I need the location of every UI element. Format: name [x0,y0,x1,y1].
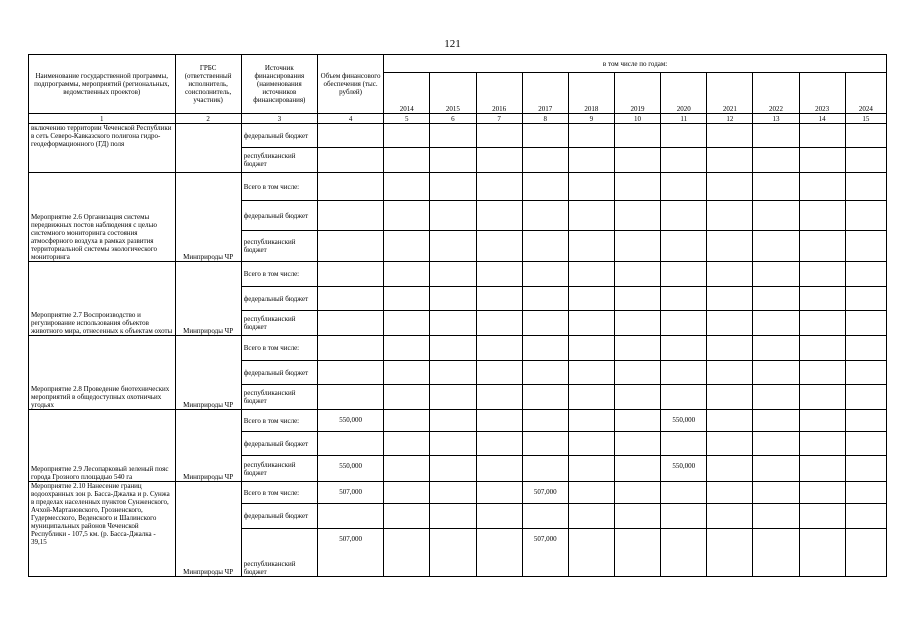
empty-cell [707,410,753,432]
header-name: Наименование государственной программы, подпрограммы, мероприятий (региональных, ведомственных проектов) [29,55,176,114]
empty-cell [845,231,886,262]
empty-cell [614,148,660,173]
column-number: 10 [614,114,660,124]
empty-cell [707,148,753,173]
empty-cell [661,287,707,311]
column-number-row [29,114,887,124]
empty-cell [614,432,660,456]
empty-cell [614,529,660,577]
empty-cell [799,231,845,262]
measure-name: Мероприятие 2.7 Воспроизводство и регулирование использования объектов животного мира, отнесенных к объектам охоты [29,262,176,336]
empty-cell [384,529,430,577]
measure-name: Мероприятие 2.9 Лесопарковый зеленый пояс города Грозного площадью 540 га [29,410,176,482]
source-federal: федеральный бюджет [241,124,317,148]
empty-cell [845,361,886,385]
empty-cell [384,361,430,385]
empty-cell [614,173,660,201]
empty-cell [522,504,568,529]
empty-cell [317,336,383,361]
empty-cell [568,504,614,529]
volume-value: 550,000 [317,456,383,482]
empty-cell [661,201,707,231]
measure-grbs: Минприроды ЧР [175,173,241,262]
empty-cell [845,336,886,361]
empty-cell [568,529,614,577]
empty-cell [707,336,753,361]
empty-cell [614,361,660,385]
empty-cell [568,287,614,311]
empty-cell [661,124,707,148]
empty-cell [614,482,660,504]
empty-cell [661,529,707,577]
empty-cell [845,124,886,148]
year-2017-value: 507,000 [522,482,568,504]
year-header: 2022 [753,73,799,114]
empty-cell [384,385,430,410]
volume-value: 550,000 [317,410,383,432]
empty-cell [317,201,383,231]
empty-cell [522,124,568,148]
empty-cell [799,504,845,529]
empty-cell [317,124,383,148]
empty-cell [568,336,614,361]
empty-cell [430,336,476,361]
empty-cell [317,385,383,410]
empty-cell [476,201,522,231]
empty-cell [568,385,614,410]
empty-cell [707,361,753,385]
empty-cell [317,432,383,456]
financing-table [28,54,887,577]
empty-cell [317,311,383,336]
empty-cell [661,504,707,529]
year-header: 2014 [384,73,430,114]
empty-cell [568,231,614,262]
empty-cell [707,432,753,456]
measure-name: включению территории Чеченской Республики в сеть Северо-Кавказского полигона гидро-геодеформационного (ГД) поля [29,124,176,173]
empty-cell [476,231,522,262]
empty-cell [384,432,430,456]
empty-cell [476,482,522,504]
empty-cell [476,410,522,432]
empty-cell [753,504,799,529]
measure-grbs: Минприроды ЧР [175,482,241,577]
measure-grbs: Минприроды ЧР [175,262,241,336]
empty-cell [476,311,522,336]
empty-cell [661,311,707,336]
empty-cell [707,201,753,231]
empty-cell [845,311,886,336]
empty-cell [707,504,753,529]
column-number: 15 [845,114,886,124]
empty-cell [799,385,845,410]
empty-cell [384,410,430,432]
source-total: Всего в том числе: [241,410,317,432]
measure-grbs: Минприроды ЧР [175,336,241,410]
empty-cell [753,262,799,287]
empty-cell [753,336,799,361]
empty-cell [522,311,568,336]
empty-cell [430,201,476,231]
empty-cell [799,201,845,231]
empty-cell [317,148,383,173]
empty-cell [799,124,845,148]
column-number: 14 [799,114,845,124]
empty-cell [614,456,660,482]
empty-cell [799,311,845,336]
empty-cell [430,311,476,336]
empty-cell [522,231,568,262]
column-number: 11 [661,114,707,124]
empty-cell [845,173,886,201]
column-number: 13 [753,114,799,124]
empty-cell [753,231,799,262]
empty-cell [845,504,886,529]
header-by-years: в том числе по годам: [384,55,887,73]
empty-cell [384,336,430,361]
empty-cell [753,148,799,173]
source-republic: республиканский бюджет [241,529,317,577]
empty-cell [753,124,799,148]
empty-cell [522,148,568,173]
empty-cell [522,361,568,385]
empty-cell [522,385,568,410]
empty-cell [799,529,845,577]
year-2017-value: 507,000 [522,529,568,577]
empty-cell [522,336,568,361]
empty-cell [568,311,614,336]
empty-cell [430,504,476,529]
empty-cell [799,287,845,311]
empty-cell [753,173,799,201]
column-number: 8 [522,114,568,124]
empty-cell [707,385,753,410]
empty-cell [799,410,845,432]
measure-name: Мероприятие 2.6 Организация системы передвижных постов наблюдения с целью системного мониторинга состояния атмосферного воздуха в рамках развития территориальной системы экологического мониторинга [29,173,176,262]
empty-cell [799,456,845,482]
column-number: 2 [175,114,241,124]
empty-cell [845,385,886,410]
empty-cell [568,410,614,432]
header-grbs: ГРБС (ответственный исполнитель, соисполнитель, участник) [175,55,241,114]
source-republic: республиканский бюджет [241,148,317,173]
empty-cell [384,456,430,482]
source-federal: федеральный бюджет [241,287,317,311]
empty-cell [522,410,568,432]
empty-cell [568,262,614,287]
source-total: Всего в том числе: [241,173,317,201]
empty-cell [753,456,799,482]
empty-cell [522,173,568,201]
empty-cell [476,432,522,456]
empty-cell [430,262,476,287]
empty-cell [476,124,522,148]
empty-cell [614,231,660,262]
empty-cell [614,201,660,231]
empty-cell [845,262,886,287]
empty-cell [661,262,707,287]
year-header: 2021 [707,73,753,114]
empty-cell [430,529,476,577]
empty-cell [753,201,799,231]
empty-cell [430,124,476,148]
source-republic: республиканский бюджет [241,456,317,482]
year-header: 2015 [430,73,476,114]
empty-cell [430,482,476,504]
empty-cell [317,262,383,287]
empty-cell [522,201,568,231]
empty-cell [568,148,614,173]
empty-cell [661,148,707,173]
empty-cell [707,287,753,311]
empty-cell [430,173,476,201]
column-number: 3 [241,114,317,124]
empty-cell [476,287,522,311]
empty-cell [476,173,522,201]
year-header: 2016 [476,73,522,114]
empty-cell [568,173,614,201]
empty-cell [476,336,522,361]
measure-name: Мероприятие 2.10 Нанесение границ водоохранных зон р. Басса-Джалка и р. Сунжа в пределах населенных пунктов Сунженского, Ачхой-Мартановского, Грозненского, Гудермесского, Веденского и Шалинского муниципальных районов Чеченской Республики - 107,5 км. (р. Басса-Джалка - 39,15 [29,482,176,577]
empty-cell [799,432,845,456]
column-number: 5 [384,114,430,124]
empty-cell [845,148,886,173]
empty-cell [707,262,753,287]
source-total: Всего в том числе: [241,336,317,361]
empty-cell [845,456,886,482]
empty-cell [384,311,430,336]
volume-value: 507,000 [317,529,383,577]
empty-cell [799,482,845,504]
empty-cell [753,482,799,504]
source-republic: республиканский бюджет [241,385,317,410]
empty-cell [384,148,430,173]
empty-cell [568,482,614,504]
page-number: 121 [444,38,461,50]
empty-cell [476,385,522,410]
empty-cell [845,287,886,311]
empty-cell [522,287,568,311]
empty-cell [430,361,476,385]
empty-cell [430,410,476,432]
empty-cell [476,529,522,577]
empty-cell [317,231,383,262]
volume-value: 507,000 [317,482,383,504]
empty-cell [707,529,753,577]
source-federal: федеральный бюджет [241,432,317,456]
empty-cell [476,361,522,385]
empty-cell [845,529,886,577]
empty-cell [661,173,707,201]
empty-cell [614,410,660,432]
header-volume: Объем финансового обеспечения (тыс. рублей) [317,55,383,114]
empty-cell [568,361,614,385]
empty-cell [661,231,707,262]
empty-cell [568,456,614,482]
empty-cell [614,504,660,529]
empty-cell [317,504,383,529]
empty-cell [845,432,886,456]
empty-cell [384,173,430,201]
empty-cell [799,148,845,173]
source-total: Всего в том числе: [241,262,317,287]
empty-cell [384,287,430,311]
column-number: 9 [568,114,614,124]
source-federal: федеральный бюджет [241,504,317,529]
empty-cell [476,456,522,482]
empty-cell [476,504,522,529]
empty-cell [753,432,799,456]
empty-cell [430,385,476,410]
source-total: Всего в том числе: [241,482,317,504]
year-header: 2019 [614,73,660,114]
empty-cell [707,124,753,148]
measure-grbs [175,124,241,173]
empty-cell [753,410,799,432]
empty-cell [707,311,753,336]
empty-cell [707,173,753,201]
empty-cell [799,361,845,385]
empty-cell [384,262,430,287]
empty-cell [614,262,660,287]
empty-cell [707,231,753,262]
empty-cell [707,482,753,504]
empty-cell [614,311,660,336]
year-2020-value: 550,000 [661,410,707,432]
column-number: 7 [476,114,522,124]
empty-cell [614,385,660,410]
empty-cell [799,336,845,361]
empty-cell [430,456,476,482]
empty-cell [753,529,799,577]
empty-cell [430,287,476,311]
year-header: 2018 [568,73,614,114]
empty-cell [661,336,707,361]
empty-cell [799,262,845,287]
empty-cell [845,410,886,432]
column-number: 6 [430,114,476,124]
empty-cell [845,482,886,504]
empty-cell [384,482,430,504]
column-number: 1 [29,114,176,124]
empty-cell [522,456,568,482]
empty-cell [317,361,383,385]
year-header: 2023 [799,73,845,114]
empty-cell [614,287,660,311]
empty-cell [568,201,614,231]
header-source: Источник финансирования (наименования источников финансирования) [241,55,317,114]
empty-cell [384,231,430,262]
empty-cell [384,124,430,148]
empty-cell [614,124,660,148]
measure-name: Мероприятие 2.8 Проведение биотехнических мероприятий в общедоступных охотничьих угодьях [29,336,176,410]
empty-cell [753,311,799,336]
column-number: 4 [317,114,383,124]
source-federal: федеральный бюджет [241,201,317,231]
measure-grbs: Минприроды ЧР [175,410,241,482]
empty-cell [661,432,707,456]
empty-cell [661,385,707,410]
empty-cell [614,336,660,361]
year-header: 2017 [522,73,568,114]
empty-cell [707,456,753,482]
year-header: 2020 [661,73,707,114]
empty-cell [384,504,430,529]
empty-cell [568,124,614,148]
year-header: 2024 [845,73,886,114]
source-republic: республиканский бюджет [241,311,317,336]
empty-cell [845,201,886,231]
source-republic: республиканский бюджет [241,231,317,262]
empty-cell [753,287,799,311]
empty-cell [661,482,707,504]
empty-cell [476,262,522,287]
column-number: 12 [707,114,753,124]
empty-cell [430,432,476,456]
empty-cell [799,173,845,201]
empty-cell [522,262,568,287]
empty-cell [476,148,522,173]
empty-cell [522,432,568,456]
empty-cell [384,201,430,231]
empty-cell [317,287,383,311]
empty-cell [568,432,614,456]
empty-cell [753,385,799,410]
year-2020-value: 550,000 [661,456,707,482]
empty-cell [430,148,476,173]
empty-cell [430,231,476,262]
empty-cell [661,361,707,385]
empty-cell [317,173,383,201]
empty-cell [753,361,799,385]
source-federal: федеральный бюджет [241,361,317,385]
